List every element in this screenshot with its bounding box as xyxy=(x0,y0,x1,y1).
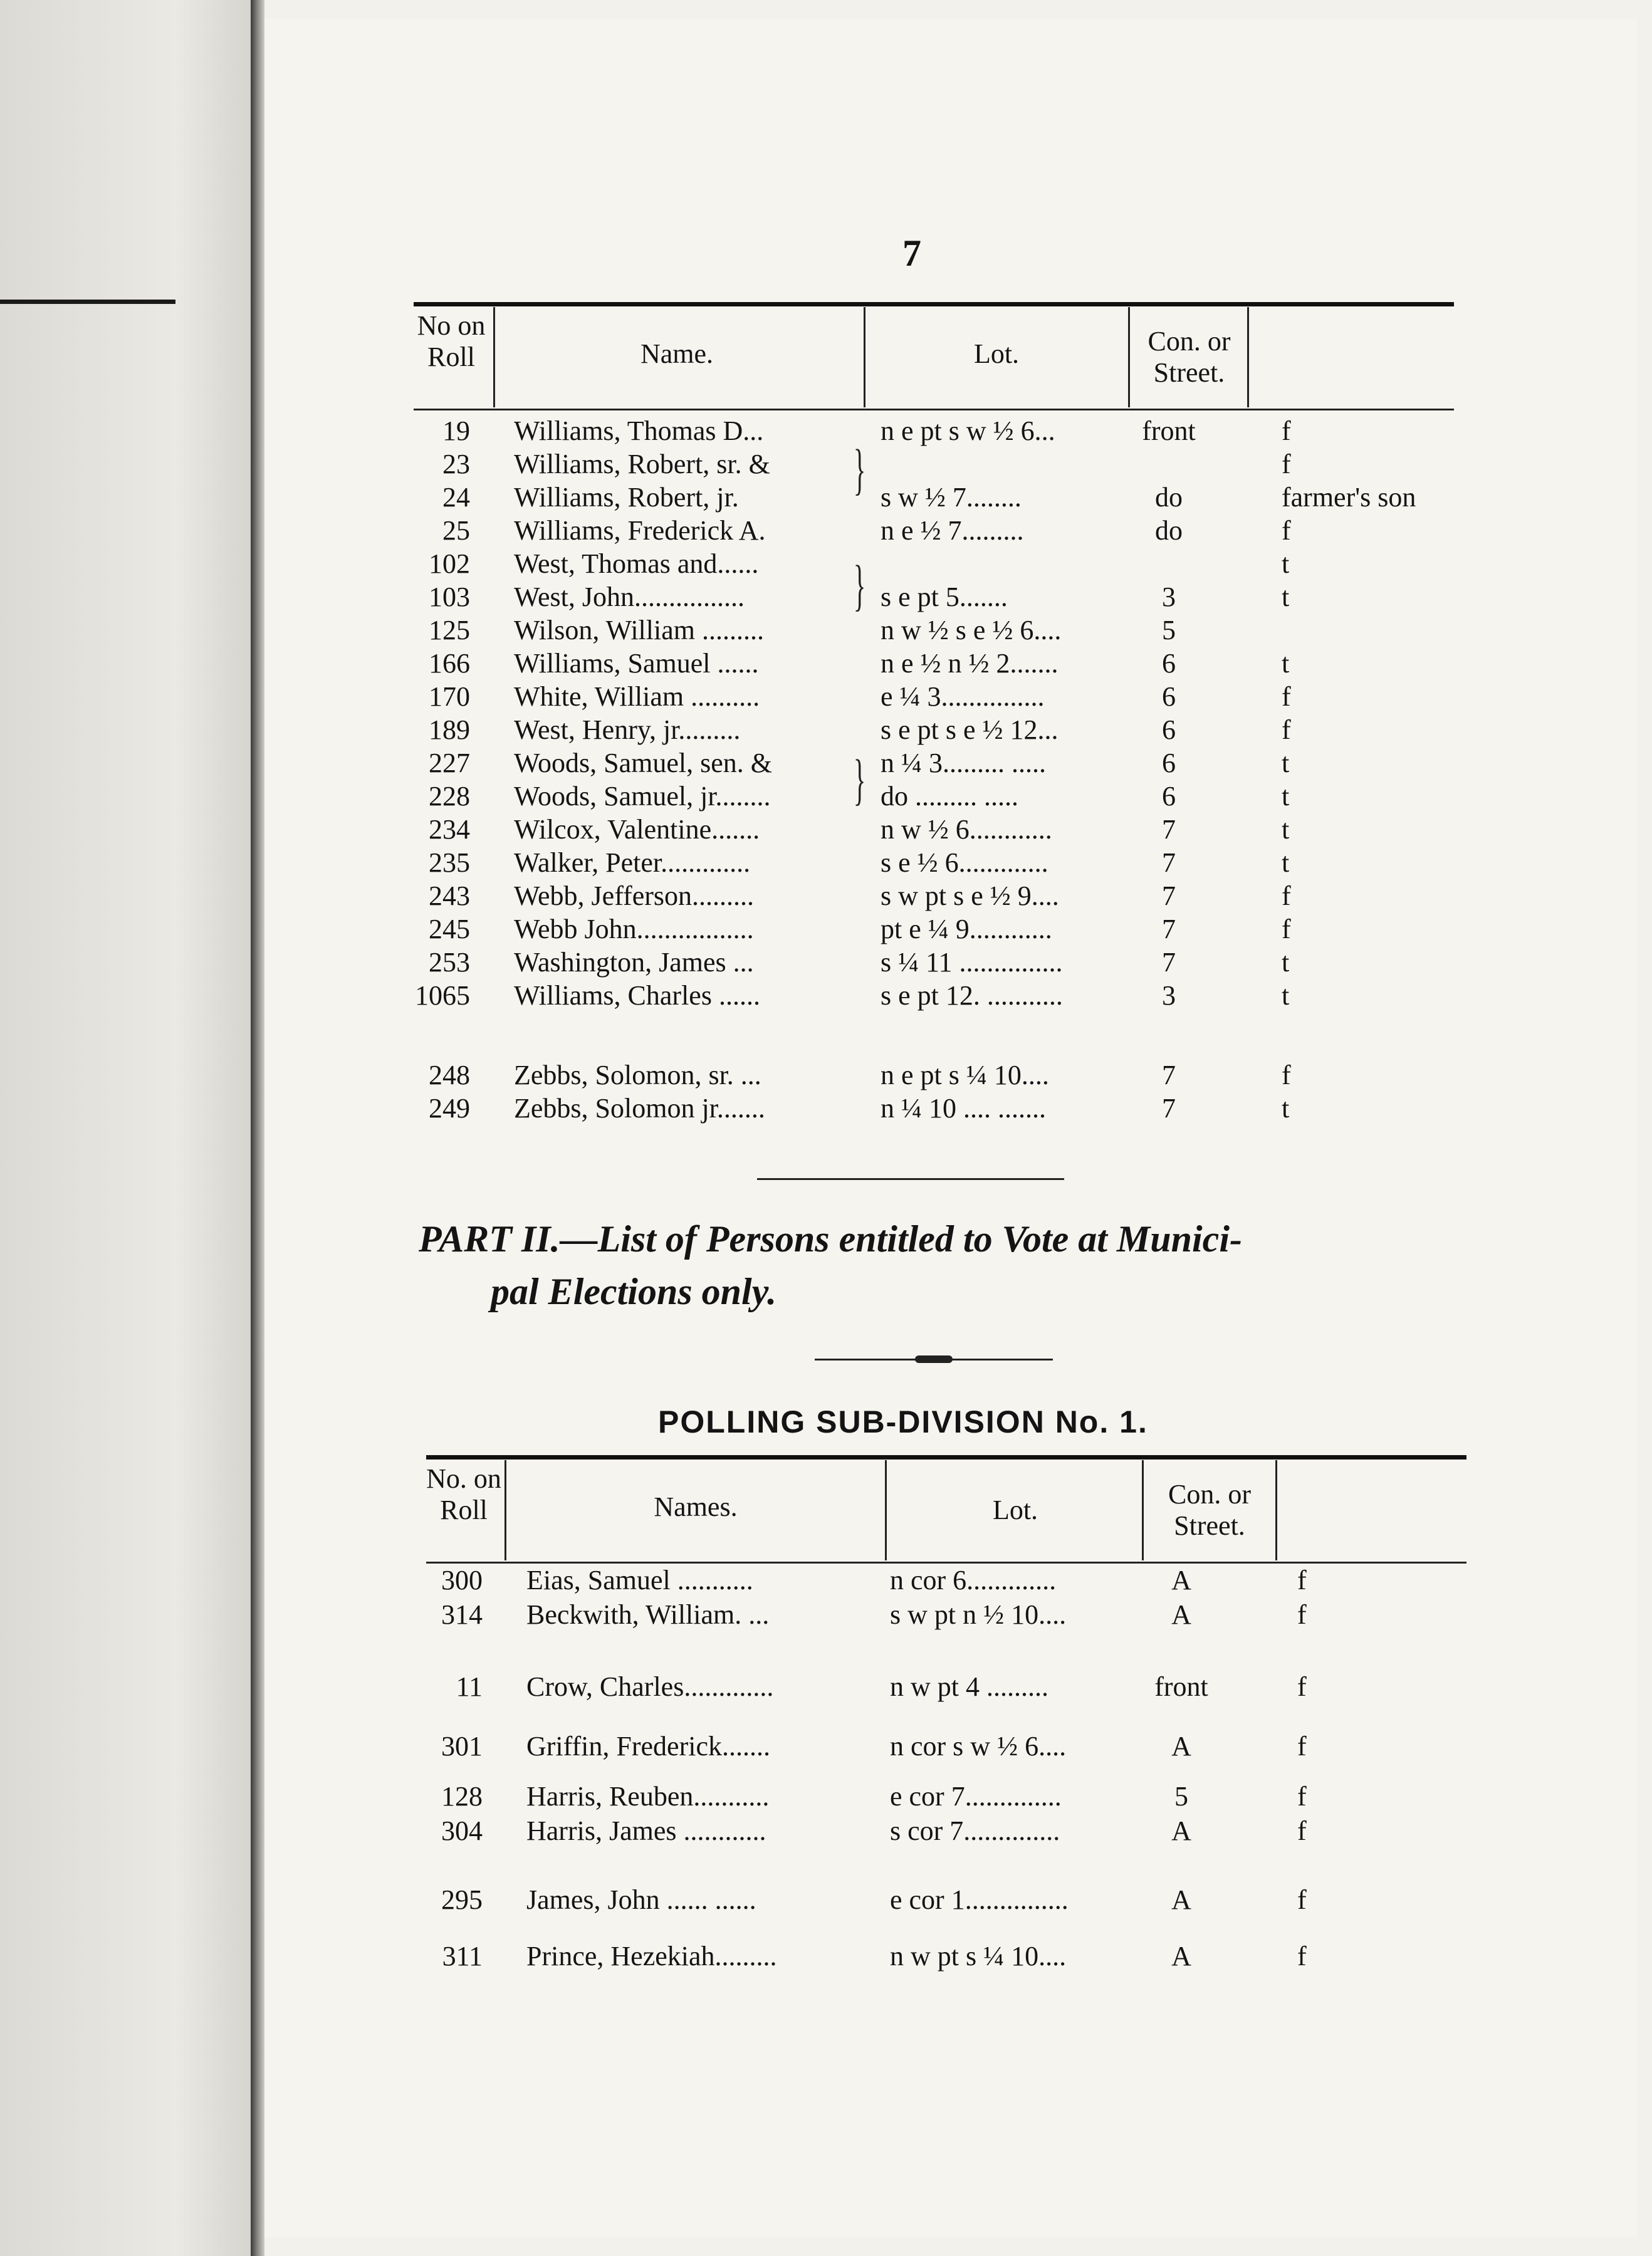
lot-description: n w pt s ¼ 10.... xyxy=(890,1941,1067,1971)
lot-description: n e ½ 7......... xyxy=(881,515,1024,546)
qualification: t xyxy=(1282,582,1290,612)
part2-heading-line1: PART II.—List of Persons entitled to Vote at Munici- xyxy=(419,1218,1242,1260)
table-row xyxy=(414,548,1454,580)
brace-bracket: } xyxy=(853,555,866,617)
ornamental-rule xyxy=(815,1359,1053,1360)
concession-street: 6 xyxy=(1162,748,1176,778)
qualification: f xyxy=(1282,914,1291,944)
roll-number: 25 xyxy=(442,515,470,546)
voter-name: Wilcox, Valentine....... xyxy=(514,814,760,845)
part2-heading xyxy=(419,1213,1484,1318)
concession-street: do xyxy=(1155,482,1183,513)
table-row xyxy=(414,481,1454,514)
qualification: f xyxy=(1297,1941,1307,1971)
qualification: f xyxy=(1297,1781,1307,1812)
qualification: t xyxy=(1282,814,1290,845)
page-number: 7 xyxy=(902,232,921,274)
table-row xyxy=(414,979,1454,1012)
table2-header-name: Names. xyxy=(654,1491,738,1522)
qualification: f xyxy=(1297,1671,1307,1702)
concession-street: 7 xyxy=(1162,914,1176,944)
qualification: t xyxy=(1282,748,1290,778)
table-row xyxy=(414,614,1454,647)
lot-description: n cor s w ½ 6.... xyxy=(890,1731,1067,1762)
voter-name: Williams, Samuel ...... xyxy=(514,648,759,679)
table-row xyxy=(426,1940,1466,1973)
qualification: f xyxy=(1282,880,1291,911)
roll-number: 301 xyxy=(441,1731,483,1762)
concession-street: 6 xyxy=(1162,714,1176,745)
roll-number: 235 xyxy=(429,847,470,878)
table2-col-divider xyxy=(504,1460,506,1560)
table1-header-no: No on Roll xyxy=(417,310,486,372)
qualification: f xyxy=(1282,415,1291,446)
voter-name: Beckwith, William. ... xyxy=(526,1599,770,1630)
part2-heading-line2: pal Elections only. xyxy=(491,1271,777,1312)
table-row xyxy=(414,780,1454,813)
voter-name: Zebbs, Solomon jr....... xyxy=(514,1093,765,1124)
concession-street: A xyxy=(1171,1815,1191,1846)
lot-description: n w ½ 6............ xyxy=(881,814,1052,845)
roll-number: 23 xyxy=(442,449,470,479)
qualification: t xyxy=(1282,781,1290,812)
qualification: t xyxy=(1282,1093,1290,1124)
concession-street: A xyxy=(1171,1731,1191,1762)
voter-name: Williams, Thomas D... xyxy=(514,415,764,446)
lot-description: do ......... ..... xyxy=(881,781,1018,812)
voter-name: Williams, Frederick A. xyxy=(514,515,766,546)
voter-name: Woods, Samuel, sen. & xyxy=(514,748,772,778)
roll-number: 228 xyxy=(429,781,470,812)
concession-street: 7 xyxy=(1162,1093,1176,1124)
lot-description: e cor 7.............. xyxy=(890,1781,1062,1812)
roll-number: 243 xyxy=(429,880,470,911)
concession-street: 6 xyxy=(1162,681,1176,712)
roll-number: 234 xyxy=(429,814,470,845)
voter-name: White, William .......... xyxy=(514,681,760,712)
roll-number: 227 xyxy=(429,748,470,778)
concession-street: 7 xyxy=(1162,880,1176,911)
roll-number: 311 xyxy=(442,1941,483,1971)
concession-street: 3 xyxy=(1162,980,1176,1011)
voter-name: Woods, Samuel, jr........ xyxy=(514,781,771,812)
table2-col-divider xyxy=(1275,1460,1277,1560)
concession-street: A xyxy=(1171,1941,1191,1971)
voter-name: Griffin, Frederick....... xyxy=(526,1731,770,1762)
voter-name: Zebbs, Solomon, sr. ... xyxy=(514,1060,761,1090)
roll-number: 11 xyxy=(456,1671,483,1702)
qualification: f xyxy=(1282,449,1291,479)
voter-name: Webb, Jefferson......... xyxy=(514,880,755,911)
table-row xyxy=(414,913,1454,946)
concession-street: 5 xyxy=(1174,1781,1188,1812)
roll-number: 189 xyxy=(429,714,470,745)
table-row xyxy=(414,946,1454,979)
voter-name: Washington, James ... xyxy=(514,947,754,978)
lot-description: s cor 7.............. xyxy=(890,1815,1060,1846)
polling-subdivision-heading: POLLING SUB-DIVISION No. 1. xyxy=(658,1404,1148,1439)
roll-number: 24 xyxy=(442,482,470,513)
table1-top-rule xyxy=(414,302,1454,306)
concession-street: front xyxy=(1154,1671,1208,1702)
lot-description: n cor 6............. xyxy=(890,1565,1057,1595)
voter-name: Williams, Charles ...... xyxy=(514,980,760,1011)
lot-description: s w pt s e ½ 9.... xyxy=(881,880,1059,911)
table-row xyxy=(426,1564,1466,1597)
qualification: f xyxy=(1297,1565,1307,1595)
lot-description: e ¼ 3............... xyxy=(881,681,1045,712)
voter-name: Harris, James ............ xyxy=(526,1815,766,1846)
table-row xyxy=(426,1815,1466,1847)
table1-header-rule xyxy=(414,409,1454,410)
roll-number: 249 xyxy=(429,1093,470,1124)
table2-header-lot: Lot. xyxy=(992,1495,1038,1525)
concession-street: 5 xyxy=(1162,615,1176,645)
qualification: f xyxy=(1282,714,1291,745)
voter-name: West, Henry, jr......... xyxy=(514,714,741,745)
roll-number: 170 xyxy=(429,681,470,712)
left-page-rule xyxy=(0,300,175,304)
roll-number: 1065 xyxy=(415,980,470,1011)
voter-name: Prince, Hezekiah......... xyxy=(526,1941,777,1971)
table-row xyxy=(414,747,1454,780)
table1-col-divider xyxy=(864,307,865,407)
roll-number: 166 xyxy=(429,648,470,679)
lot-description: s e pt s e ½ 12... xyxy=(881,714,1059,745)
voter-name: Williams, Robert, jr. xyxy=(514,482,739,513)
table2-header-con: Con. or Street. xyxy=(1168,1479,1251,1541)
table-row xyxy=(414,847,1454,879)
roll-number: 128 xyxy=(441,1781,483,1812)
table2-top-rule xyxy=(426,1455,1466,1460)
qualification: t xyxy=(1282,847,1290,878)
qualification: farmer's son xyxy=(1282,482,1416,513)
roll-number: 245 xyxy=(429,914,470,944)
lot-description: e cor 1............... xyxy=(890,1884,1069,1915)
table1-col-divider xyxy=(1247,307,1249,407)
concession-street: 7 xyxy=(1162,947,1176,978)
qualification: f xyxy=(1297,1599,1307,1630)
lot-description: n ¼ 10 .... ....... xyxy=(881,1093,1046,1124)
table1-header-lot: Lot. xyxy=(973,338,1020,369)
lot-description: s e pt 12. ........... xyxy=(881,980,1063,1011)
table-row xyxy=(414,714,1454,746)
roll-number: 103 xyxy=(429,582,470,612)
qualification: f xyxy=(1297,1731,1307,1762)
voter-name: Harris, Reuben........... xyxy=(526,1781,770,1812)
table1-header-name: Name. xyxy=(640,338,714,369)
table-row xyxy=(414,514,1454,547)
table-row xyxy=(414,1092,1454,1125)
table-row xyxy=(426,1730,1466,1763)
qualification: f xyxy=(1282,515,1291,546)
lot-description: n e ½ n ½ 2....... xyxy=(881,648,1059,679)
roll-number: 19 xyxy=(442,415,470,446)
table2-header-no: No. on Roll xyxy=(426,1463,501,1525)
lot-description: s w ½ 7........ xyxy=(881,482,1022,513)
table-row xyxy=(426,1599,1466,1631)
voter-name: Webb John................. xyxy=(514,914,754,944)
brace-bracket: } xyxy=(853,439,866,501)
table-row xyxy=(414,681,1454,713)
voter-name: West, John................ xyxy=(514,582,745,612)
roll-number: 248 xyxy=(429,1060,470,1090)
concession-street: 6 xyxy=(1162,648,1176,679)
roll-number: 125 xyxy=(429,615,470,645)
table-row xyxy=(414,581,1454,614)
voter-name: Wilson, William ......... xyxy=(514,615,764,645)
concession-street: A xyxy=(1171,1599,1191,1630)
voter-name: Eias, Samuel ........... xyxy=(526,1565,753,1595)
voter-name: James, John ...... ...... xyxy=(526,1884,756,1915)
qualification: f xyxy=(1297,1815,1307,1846)
lot-description: s e pt 5....... xyxy=(881,582,1008,612)
left-page-bleed xyxy=(0,0,251,2256)
concession-street: 3 xyxy=(1162,582,1176,612)
voter-name: West, Thomas and...... xyxy=(514,548,759,579)
table-row xyxy=(414,1059,1454,1092)
concession-street: 6 xyxy=(1162,781,1176,812)
concession-street: A xyxy=(1171,1884,1191,1915)
table-row xyxy=(414,647,1454,680)
concession-street: 7 xyxy=(1162,1060,1176,1090)
lot-description: n ¼ 3......... ..... xyxy=(881,748,1046,778)
lot-description: n e pt s ¼ 10.... xyxy=(881,1060,1049,1090)
concession-street: front xyxy=(1142,415,1196,446)
table-row xyxy=(414,880,1454,912)
table1-header-con: Con. or Street. xyxy=(1148,326,1231,388)
table1-col-divider xyxy=(493,307,495,407)
voter-name: Crow, Charles............. xyxy=(526,1671,774,1702)
page-gutter xyxy=(251,0,264,2256)
roll-number: 304 xyxy=(441,1815,483,1846)
voter-name: Williams, Robert, sr. & xyxy=(514,449,770,479)
table1-col-divider xyxy=(1128,307,1130,407)
qualification: t xyxy=(1282,548,1290,579)
table-row xyxy=(414,813,1454,846)
brace-bracket: } xyxy=(853,749,866,811)
table-row xyxy=(414,448,1454,481)
roll-number: 102 xyxy=(429,548,470,579)
qualification: t xyxy=(1282,980,1290,1011)
roll-number: 314 xyxy=(441,1599,483,1630)
roll-number: 295 xyxy=(441,1884,483,1915)
table2-col-divider xyxy=(1142,1460,1144,1560)
lot-description: s ¼ 11 ............... xyxy=(881,947,1063,978)
voter-name: Walker, Peter............. xyxy=(514,847,751,878)
lot-description: n w pt 4 ......... xyxy=(890,1671,1048,1702)
concession-street: 7 xyxy=(1162,814,1176,845)
lot-description: pt e ¼ 9............ xyxy=(881,914,1052,944)
table-row xyxy=(426,1780,1466,1813)
table2-col-divider xyxy=(885,1460,887,1560)
concession-street: do xyxy=(1155,515,1183,546)
qualification: f xyxy=(1297,1884,1307,1915)
lot-description: n e pt s w ½ 6... xyxy=(881,415,1055,446)
roll-number: 253 xyxy=(429,947,470,978)
concession-street: 7 xyxy=(1162,847,1176,878)
qualification: t xyxy=(1282,648,1290,679)
roll-number: 300 xyxy=(441,1565,483,1595)
lot-description: s w pt n ½ 10.... xyxy=(890,1599,1067,1630)
table2-header-rule xyxy=(426,1562,1466,1564)
lot-description: s e ½ 6............. xyxy=(881,847,1048,878)
table-row xyxy=(426,1671,1466,1703)
table-row xyxy=(414,415,1454,447)
section-separator xyxy=(757,1178,1064,1180)
lot-description: n w ½ s e ½ 6.... xyxy=(881,615,1062,645)
qualification: t xyxy=(1282,947,1290,978)
concession-street: A xyxy=(1171,1565,1191,1595)
table-row xyxy=(426,1884,1466,1916)
qualification: f xyxy=(1282,681,1291,712)
qualification: f xyxy=(1282,1060,1291,1090)
